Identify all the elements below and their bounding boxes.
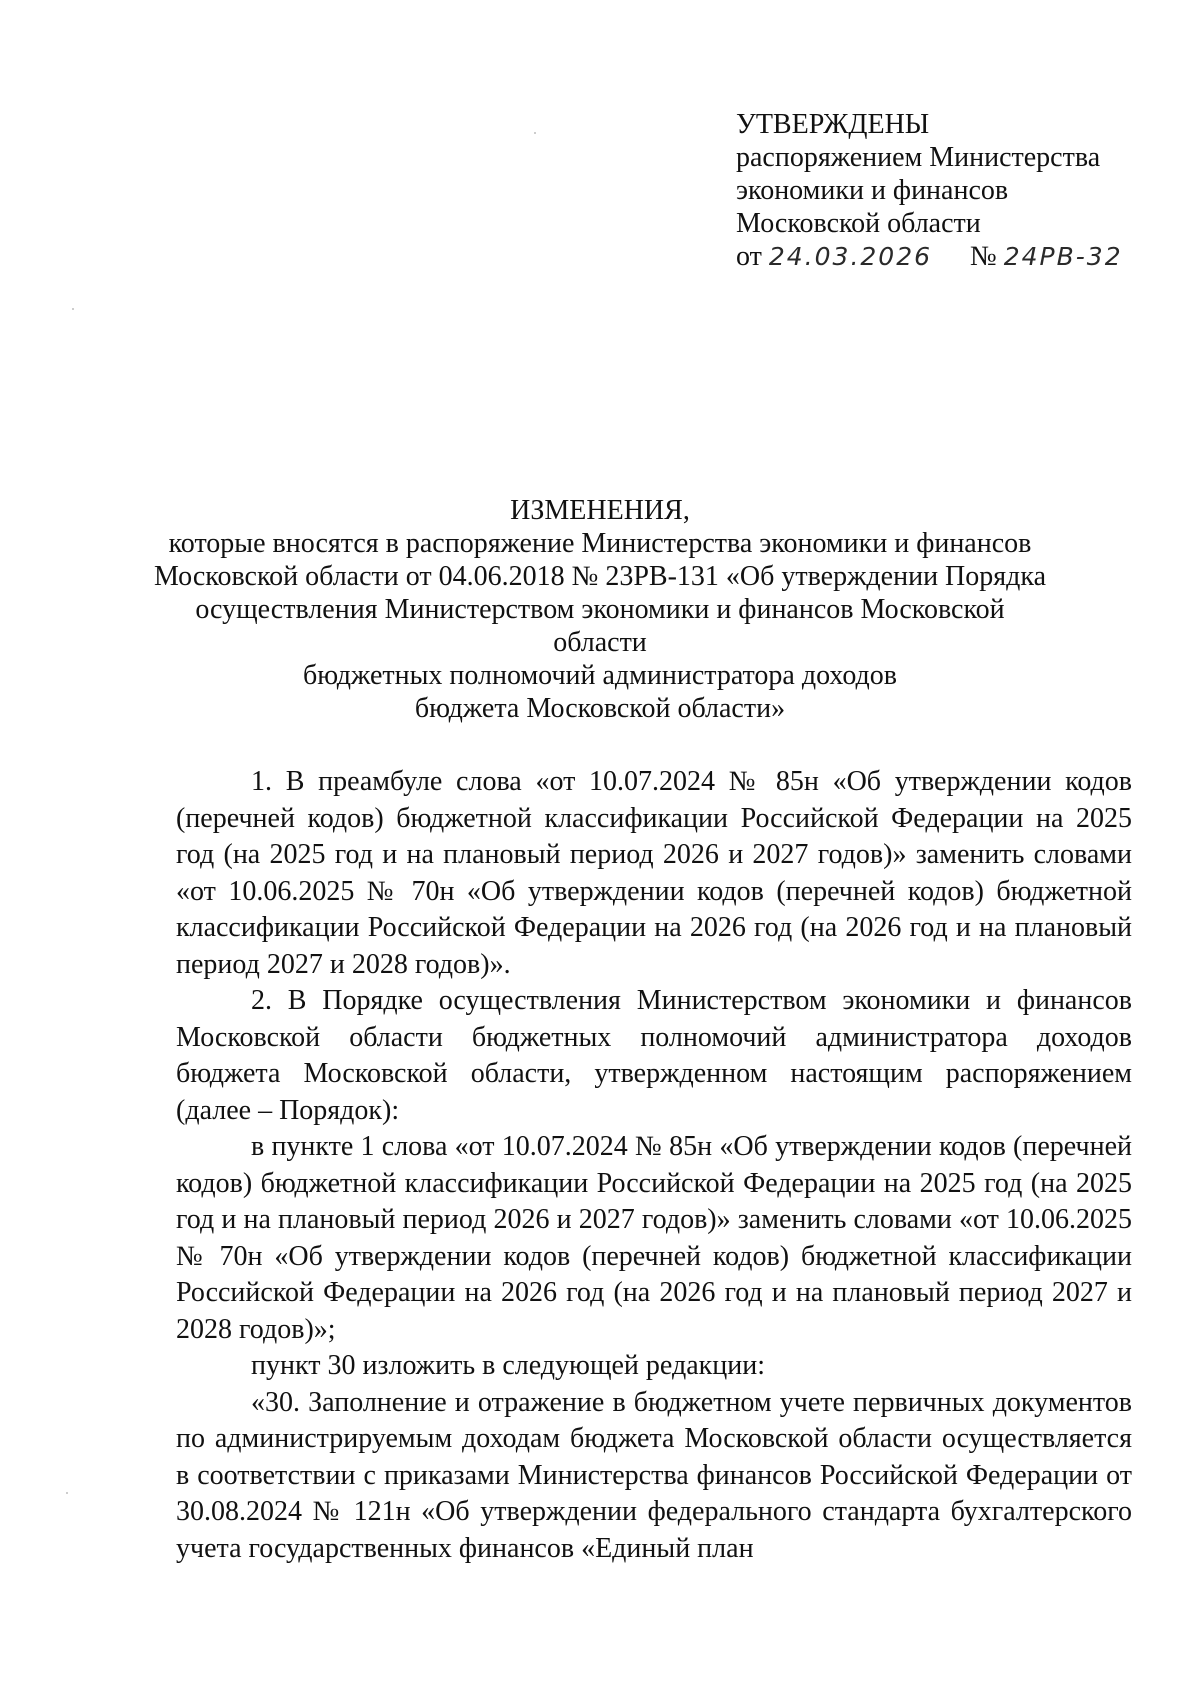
paragraph-4: пункт 30 изложить в следующей редакции: (251, 1350, 765, 1381)
paragraph-3: в пункте 1 слова «от 10.07.2024 № 85н «Об утверждении кодов (перечней кодов) бюджетной классификации Российской Федерации на 2025 год (на 2025 год и на плановый период 2026 и 2027 годов)» заменить словами «от 10.06.2025 № 70н «Об утверждении кодов (перечней кодов) бюджетной классификации Российской Федерации на 2026 год (на 2026 год и на плановый период 2027 и 2028 годов)»; (176, 1131, 1132, 1345)
heading-line: Московской области от 04.06.2018 № 23РВ-131 «Об утверждении Порядка (153, 561, 1047, 592)
paragraph-2: 2. В Порядке осуществления Министерством экономики и финансов Московской области бюджетных полномочий администратора доходов бюджета Московской области, утвержденном настоящим распоряжением (далее – Порядок): (176, 985, 1132, 1126)
heading-line: бюджетных полномочий администратора доходов (302, 660, 897, 691)
handwritten-number: 24РВ-32 (1003, 242, 1123, 271)
approval-date-line (736, 240, 1123, 273)
approval-line-2: экономики и финансов (736, 175, 1009, 206)
heading-line: которые вносятся в распоряжение Министерства экономики и финансов (168, 528, 1032, 559)
heading-title: ИЗМЕНЕНИЯ, (510, 495, 690, 526)
approval-line-3: Московской области (736, 208, 981, 239)
approval-line-1: распоряжением Министерства (736, 142, 1101, 173)
approval-block (736, 108, 1123, 273)
scan-speck (534, 132, 536, 134)
handwritten-date: 24.03.2026 (768, 242, 933, 271)
approval-title: УТВЕРЖДЕНЫ (736, 109, 930, 140)
paragraph-5: «30. Заполнение и отражение в бюджетном учете первичных документов по администрируемым доходам бюджета Московской области осуществляется в соответствии с приказами Министерства финансов Российской Федерации от 30.08.2024 № 121н «Об утверждении федерального стандарта бухгалтерского учета государственных финансов «Единый план (176, 1386, 1132, 1564)
paragraph-1: 1. В преамбуле слова «от 10.07.2024 № 85н «Об утверждении кодов (перечней кодов) бюджетной классификации Российской Федерации на 2025 год (на 2025 год и на плановый период 2026 и 2027 годов)» заменить словами «от 10.06.2025 № 70н «Об утверждении кодов (перечней кодов) бюджетной классификации Российской Федерации на 2026 год (на 2026 год и на плановый период 2027 и 2028 годов)». (176, 766, 1132, 980)
date-prefix: от (736, 241, 762, 272)
scan-speck (72, 308, 74, 310)
document-body (176, 764, 1132, 1567)
scan-speck (66, 1492, 68, 1494)
heading-line: бюджета Московской области» (414, 693, 786, 724)
heading-line: осуществления Министерством экономики и финансов Московской области (195, 594, 1005, 658)
number-prefix: № (970, 241, 997, 272)
document-heading (150, 494, 1050, 725)
